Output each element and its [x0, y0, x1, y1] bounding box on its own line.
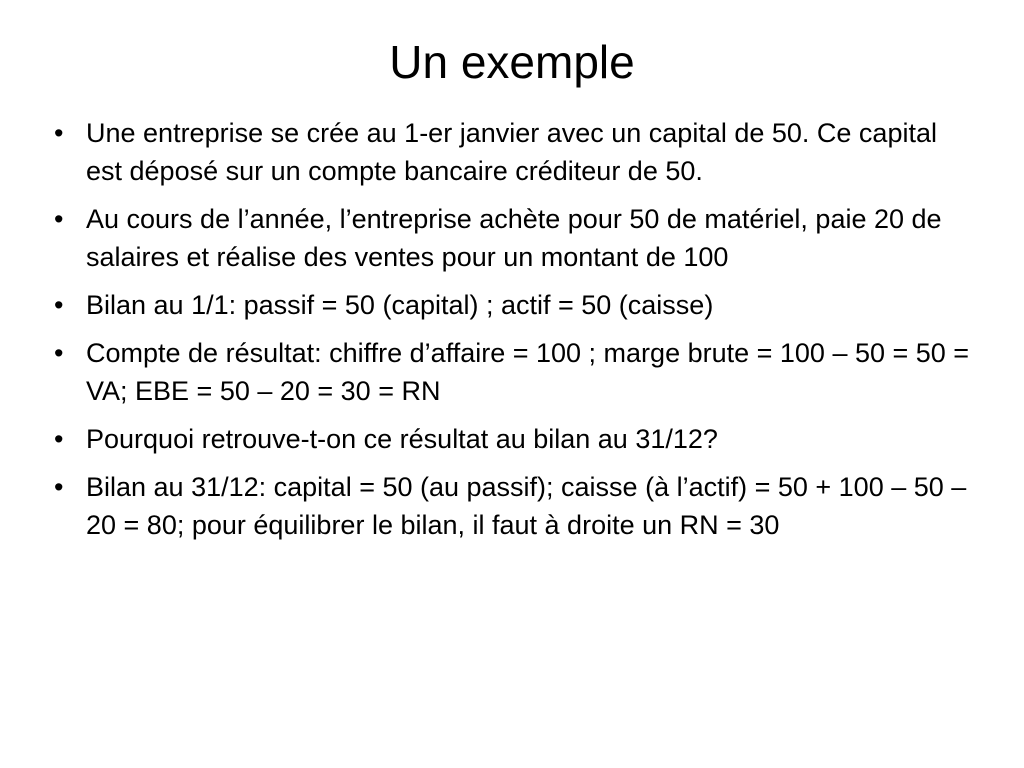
bullet-item — [54, 334, 974, 410]
bullet-list — [54, 114, 974, 554]
bullet-icon: • — [54, 118, 64, 148]
bullet-item — [54, 286, 974, 324]
bullet-text: Compte de résultat: chiffre d’affaire = 100 ; marge brute = 100 – 50 = 50 = VA; EBE = 50 – 20 = 30 = RN — [86, 338, 970, 406]
bullet-item — [54, 420, 974, 458]
bullet-text: Une entreprise se crée au 1-er janvier avec un capital de 50. Ce capital est déposé sur un compte bancaire créditeur de 50. — [86, 118, 937, 186]
bullet-icon: • — [54, 472, 64, 502]
bullet-item — [54, 114, 974, 190]
bullet-icon: • — [54, 424, 64, 454]
bullet-text: Au cours de l’année, l’entreprise achète pour 50 de matériel, paie 20 de salaires et réalise des ventes pour un montant de 100 — [86, 204, 942, 272]
slide-title: Un exemple — [389, 36, 635, 88]
bullet-icon: • — [54, 338, 64, 368]
bullet-text: Bilan au 31/12: capital = 50 (au passif); caisse (à l’actif) = 50 + 100 – 50 – 20 = 80; pour équilibrer le bilan, il faut à droite un RN = 30 — [86, 472, 967, 540]
bullet-text: Pourquoi retrouve-t-on ce résultat au bilan au 31/12? — [86, 424, 718, 454]
bullet-icon: • — [54, 290, 64, 320]
bullet-icon: • — [54, 204, 64, 234]
bullet-item — [54, 200, 974, 276]
bullet-item — [54, 468, 974, 544]
bullet-text: Bilan au 1/1: passif = 50 (capital) ; actif = 50 (caisse) — [86, 290, 714, 320]
